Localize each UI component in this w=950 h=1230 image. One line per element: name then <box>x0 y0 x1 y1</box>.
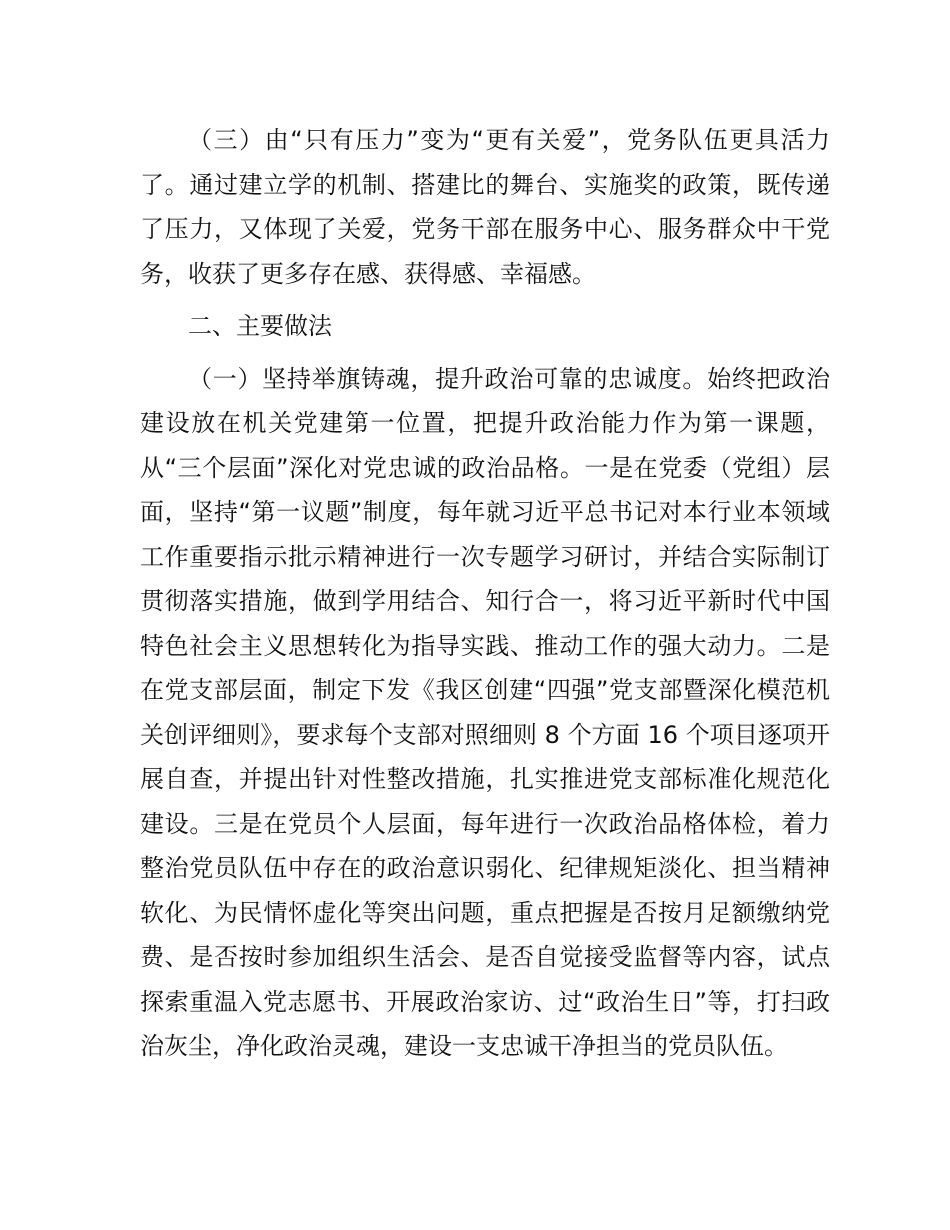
paragraph-political-loyalty: （一）坚持举旗铸魂，提升政治可靠的忠诚度。始终把政治建设放在机关党建第一位置，把提升政治能力作为第一课题，从“三个层面”深化对党忠诚的政治品格。一是在党委（党组）层面，坚持“第一议题”制度，每年就习近平总书记对本行业本领域工作重要指示批示精神进行一次专题学习研讨，并结合实际制订贯彻落实措施，做到学用结合、知行合一，将习近平新时代中国特色社会主义思想转化为指导实践、推动工作的强大动力。二是在党支部层面，制定下发《我区创建“四强”党支部暨深化模范机关创评细则》，要求每个支部对照细则 8 个方面 16 个项目逐项开展自查，并提出针对性整改措施，扎实推进党支部标准化规范化建设。三是在党员个人层面，每年进行一次政治品格体检，着力整治党员队伍中存在的政治意识弱化、纪律规矩淡化、担当精神软化、为民情怀虚化等突出问题，重点把握是否按月足额缴纳党费、是否按时参加组织生活会、是否自觉接受监督等内容，试点探索重温入党志愿书、开展政治家访、过“政治生日”等，打扫政治灰尘，净化政治灵魂，建设一支忠诚干净担当的党员队伍。 <box>140 364 830 1060</box>
section-heading-main-practices: 二、主要做法 <box>188 312 332 340</box>
document-body <box>140 118 830 1077</box>
paragraph-party-team-vitality: （三）由“只有压力”变为“更有关爱”，党务队伍更具活力了。通过建立学的机制、搭建比的舞台、实施奖的政策，既传递了压力，又体现了关爱，党务干部在服务中心、服务群众中干党务，收获了更多存在感、获得感、幸福感。 <box>140 126 830 288</box>
